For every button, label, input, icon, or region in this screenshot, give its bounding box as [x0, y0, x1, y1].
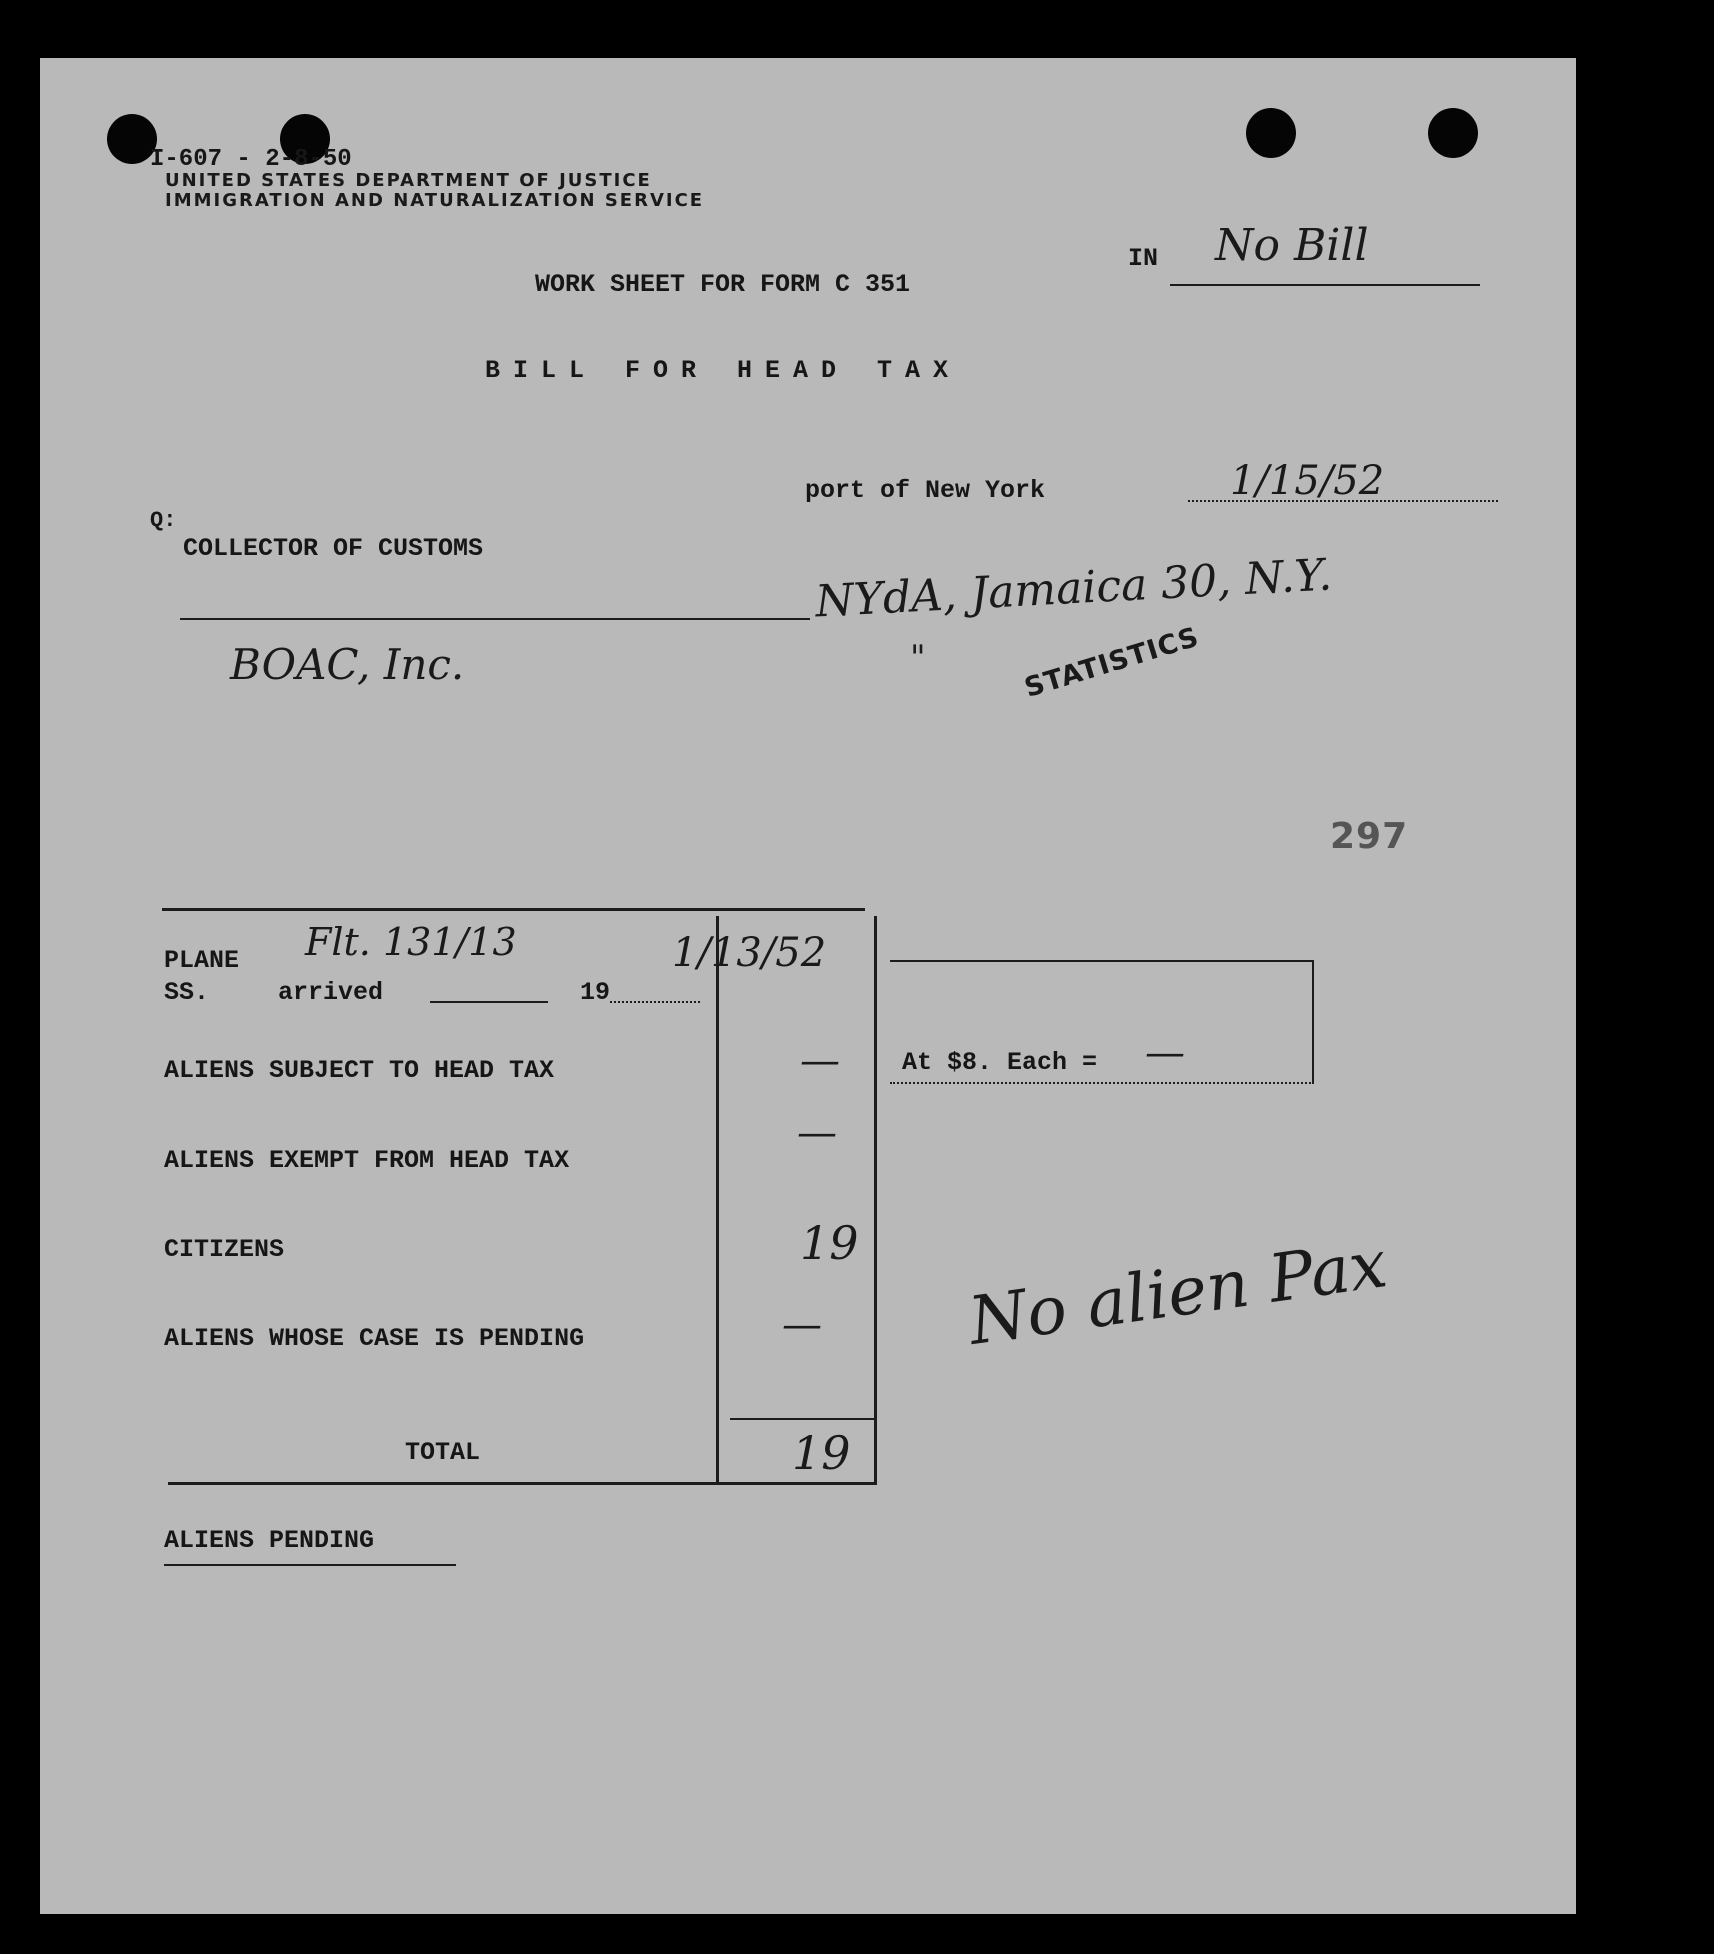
year-underline: [610, 1001, 700, 1003]
arrived-label: arrived: [278, 978, 384, 1007]
rate-value: —: [1145, 1030, 1185, 1076]
total-value: 19: [792, 1426, 851, 1480]
aliens-pending-underline: [164, 1564, 456, 1566]
row-label-exempt: ALIENS EXEMPT FROM HEAD TAX: [164, 1146, 570, 1175]
in-value: No Bill: [1215, 220, 1369, 271]
agency-line-1: UNITED STATES DEPARTMENT OF JUSTICE: [165, 170, 652, 191]
row-value-subject: —: [800, 1038, 840, 1084]
rate-box-right: [1312, 960, 1314, 1082]
table-divider: [716, 916, 719, 1484]
bill-date: 1/15/52: [1230, 458, 1385, 504]
note-handwritten: No alien Pax: [964, 1225, 1392, 1360]
ditto-mark: ": [910, 638, 926, 678]
form-code: I-607 - 2-8-50: [150, 146, 352, 173]
row-label-citizens: CITIZENS: [164, 1235, 285, 1264]
table-right-border: [874, 916, 877, 1484]
in-underline: [1170, 284, 1480, 286]
total-label: TOTAL: [405, 1438, 481, 1467]
bill-title: BILL FOR HEAD TAX: [485, 356, 962, 385]
page-number: 297: [1330, 816, 1409, 857]
addressee: COLLECTOR OF CUSTOMS: [183, 534, 484, 563]
statistics-stamp: STATISTICS: [1020, 621, 1203, 704]
aliens-pending-label: ALIENS PENDING: [164, 1526, 375, 1555]
row-label-pending: ALIENS WHOSE CASE IS PENDING: [164, 1324, 585, 1353]
rate-box-top: [890, 960, 1314, 962]
year-prefix: 19: [580, 978, 611, 1007]
agency-line-2: IMMIGRATION AND NATURALIZATION SERVICE: [165, 190, 705, 211]
flight-number: Flt. 131/13: [305, 920, 517, 964]
table-top-rule: [162, 908, 865, 911]
punch-hole: [1246, 108, 1296, 158]
row-value-pending: —: [782, 1302, 822, 1348]
date-underline: [1188, 500, 1498, 502]
total-separator: [730, 1418, 875, 1420]
company-handwritten: BOAC, Inc.: [230, 640, 465, 689]
rate-box-bottom: [890, 1082, 1314, 1084]
row-label-subject: ALIENS SUBJECT TO HEAD TAX: [164, 1056, 555, 1085]
to-label: Q:: [150, 508, 177, 533]
document-page: [40, 58, 1576, 1914]
port-text: port of New York: [805, 476, 1046, 505]
arrival-date: 1/13/52: [672, 930, 827, 976]
punch-hole: [1428, 108, 1478, 158]
arrived-date-underline: [430, 1001, 548, 1003]
form-title: WORK SHEET FOR FORM C 351: [535, 270, 911, 299]
plane-label: PLANE: [164, 946, 240, 975]
ss-label: SS.: [164, 978, 210, 1007]
table-bottom-rule: [168, 1482, 877, 1485]
rate-label: At $8. Each =: [902, 1048, 1098, 1077]
addressee-underline: [180, 618, 810, 620]
address-handwritten: NYdA, Jamaica 30, N.Y.: [814, 549, 1334, 628]
in-label: IN: [1128, 244, 1159, 273]
row-value-citizens: 19: [800, 1216, 859, 1270]
row-value-exempt: —: [797, 1110, 837, 1156]
